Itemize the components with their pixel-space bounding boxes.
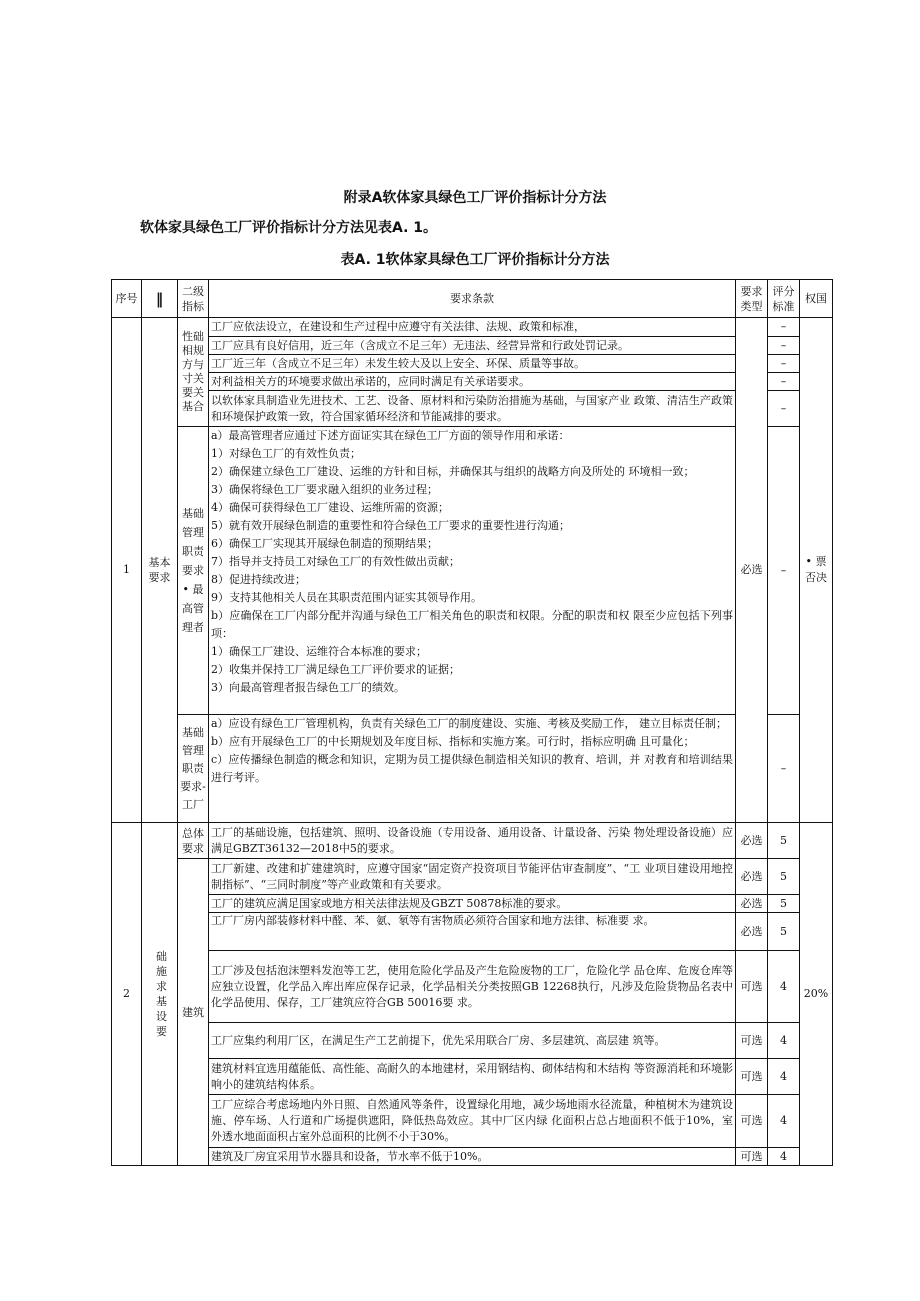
table-row (112, 337, 833, 355)
row2-building-score: 4 (768, 1059, 800, 1095)
requirement-line: 4）确保可获得绿色工厂建设、运维所需的资源； (211, 501, 449, 514)
requirement-line: 2）确保建立绿色工厂建设、运维的方针和目标，并确保其与组织的战略方向及所处的 环境相一致； (211, 465, 695, 478)
table-row (112, 823, 833, 859)
header-type: 要求类型 (736, 280, 768, 318)
header-seq: 序号 (112, 280, 142, 318)
row1-g1-item: 对利益相关方的环境要求做出承诺的，应同时满足有关承诺要求。 (209, 373, 736, 391)
table-row (112, 1023, 833, 1059)
row2-building-text: 工厂应集约利用厂区，在满足生产工艺前提下，优先采用联合厂房、多层建筑、高层建 筑等。 (209, 1023, 736, 1059)
row1-g1-item: 工厂近三年（含成立不足三年）未发生较大及以上安全、环保、质量等事故。 (209, 355, 736, 373)
row2-building-score: 5 (768, 895, 800, 913)
scoring-table (111, 279, 833, 1166)
row2-building-text: 建筑及厂房宜采用节水器具和设备，节水率不低于10%。 (209, 1148, 736, 1166)
row1-g1-score: – (768, 337, 800, 355)
row2-weight: 20% (800, 823, 833, 1166)
table-row (112, 895, 833, 913)
header-standard: 评分标准 (768, 280, 800, 318)
row1-g3-label: 基础管理职责要求-工厂 (178, 715, 209, 823)
row2-building-type: 可选 (736, 1059, 768, 1095)
row2-building-score: 5 (768, 859, 800, 895)
row1-g1-score: – (768, 373, 800, 391)
row2-building-score: 5 (768, 913, 800, 951)
row1-g2-text (209, 427, 736, 715)
row2-building-score: 4 (768, 1148, 800, 1166)
header-weight: 权国 (800, 280, 833, 318)
requirement-line: 9）支持其他相关人员在其职责范围内证实其领导作用。 (211, 591, 482, 604)
table-row (112, 1095, 833, 1148)
table-row (112, 859, 833, 895)
table-row (112, 373, 833, 391)
requirement-line: 1）确保工厂建设、运维符合本标准的要求； (211, 645, 427, 658)
table-row (112, 913, 833, 951)
requirement-line: a）最高管理者应通过下述方面证实其在绿色工厂方面的领导作用和承诺： (211, 429, 570, 442)
requirement-line: b）应确保在工厂内部分配并沟通与绿色工厂相关角色的职责和权限。分配的职责和权 限至少应包括下列事项： (211, 609, 733, 640)
row2-general-label: 总体要求 (178, 823, 209, 859)
row2-building-type: 可选 (736, 1023, 768, 1059)
table-row (112, 427, 833, 715)
requirement-line: 2）收集并保持工厂满足绿色工厂评价要求的证据； (211, 663, 460, 676)
row2-building-score: 4 (768, 1023, 800, 1059)
row2-building-type: 必选 (736, 859, 768, 895)
row2-building-type: 可选 (736, 1148, 768, 1166)
row1-g1-item: 工厂应依法设立，在建设和生产过程中应遵守有关法律、法规、政策和标准， (209, 318, 736, 337)
row1-g1-label: 性础相规方与寸关要关基合 (178, 318, 209, 427)
row2-building-type: 可选 (736, 1095, 768, 1148)
row2-building-type: 可选 (736, 951, 768, 1023)
row1-weight: • 票否决 (800, 318, 833, 823)
header-level1: ‖ (142, 280, 178, 318)
table-row (112, 1059, 833, 1095)
row2-building-label: 建筑 (178, 859, 209, 1166)
row2-building-type: 必选 (736, 913, 768, 951)
row1-g1-item: 工厂应具有良好信用，近三年（含成立不足三年）无违法、经营异常和行政处罚记录。 (209, 337, 736, 355)
row2-building-text: 工厂的建筑应满足国家或地方相关法律法规及GBZT 50878标准的要求。 (209, 895, 736, 913)
row2-general-type: 必选 (736, 823, 768, 859)
table-caption: 表A. 1软体家具绿色工厂评价指标计分方法 (340, 252, 610, 268)
row2-building-text: 建筑材料宜选用蕴能低、高性能、高耐久的本地建材，采用钢结构、砌体结构和木结构 等资源消耗和环境影响小的建筑结构体系。 (209, 1059, 736, 1095)
row1-g2-score: – (768, 427, 800, 715)
row2-general-score: 5 (768, 823, 800, 859)
row1-g3-score: – (768, 715, 800, 823)
requirement-line: 5）就有效开展绿色制造的重要性和符合绿色工厂要求的重要性进行沟通； (211, 519, 570, 532)
requirement-line: 3）向最高管理者报告绿色工厂的绩效。 (211, 681, 405, 694)
table-row (112, 391, 833, 427)
row1-g2-label: 基础管理职责要求 • 最高管理者 (178, 427, 209, 715)
table-row (112, 355, 833, 373)
row2-level1: 础施求 基设要 (142, 823, 178, 1166)
requirement-line: c）应传播绿色制造的概念和知识，定期为员工提供绿色制造相关知识的教育、培训，并 对教育和培训结果进行考评。 (211, 753, 733, 784)
header-level2: 二级指标 (178, 280, 209, 318)
requirement-line: 8）促进持续改进； (211, 573, 306, 586)
row2-building-text: 工厂新建、改建和扩建建筑时，应遵守国家“固定资产投资项目节能评估审查制度”、“工 业项目建设用地控制指标”、“三同时制度”等产业政策和有关要求。 (209, 859, 736, 895)
row2-building-score: 4 (768, 1095, 800, 1148)
row1-g1-score: – (768, 355, 800, 373)
row1-type: 必选 (736, 318, 768, 823)
table-row (112, 951, 833, 1023)
row1-g1-item: 以软体家具制造业先进技术、工艺、设备、原材料和污染防治措施为基础，与国家产业 政策、清洁生产政策和环境保护政策一致，符合国家循环经济和节能减排的要求。 (209, 391, 736, 427)
table-row (112, 715, 833, 823)
row2-building-text: 工厂厂房内部装修材料中醛、苯、氨、氡等有害物质必须符合国家和地方法律、标准要 求。 (209, 913, 736, 951)
row2-building-text: 工厂应综合考虑场地内外日照、自然通风等条件，设置绿化用地，减少场地雨水径流量，种植树木为建筑设施、停车场、人行道和广场提供遮阳，降低热岛效应。其中厂区内绿 化面积占总占地面积不低于10%，室外透水地面面积占室外总面积的比例不小于30%。 (209, 1095, 736, 1148)
row2-building-text: 工厂涉及包括泡沫塑料发泡等工艺，使用危险化学品及产生危险废物的工厂，危险化学 品仓库、危废仓库等应独立设置，化学品入库出库应保存记录，化学品相关分类按照GB 12268执行，凡涉及危险货物品名表中化学品使用、保存，工厂建筑应符合GB 50016要 求。 (209, 951, 736, 1023)
requirement-line: 6）确保工厂实现其开展绿色制造的预期结果； (211, 537, 438, 550)
intro-sentence: 软体家具绿色工厂评价指标计分方法见表A. 1。 (140, 220, 438, 236)
row2-building-score: 4 (768, 951, 800, 1023)
requirement-line: 3）确保将绿色工厂要求融入组织的业务过程； (211, 483, 438, 496)
requirement-line: 7）指导并支持员工对绿色工厂的有效性做出贡献； (211, 555, 460, 568)
requirement-line: a）应设有绿色工厂管理机构，负责有关绿色工厂的制度建设、实施、考核及奖励工作， 建立目标责任制； (211, 717, 728, 730)
row1-g1-score: – (768, 318, 800, 337)
row1-g3-text (209, 715, 736, 823)
row1-level1: 基本要求 (142, 318, 178, 823)
row2-seq: 2 (112, 823, 142, 1166)
row2-building-type: 必选 (736, 895, 768, 913)
row1-g1-score: – (768, 391, 800, 427)
header-requirement: 要求条款 (209, 280, 736, 318)
row2-general-text: 工厂的基础设施，包括建筑、照明、设备设施（专用设备、通用设备、计量设备、污染 物处理设备设施）应满足GBZT36132—2018中5的要求。 (209, 823, 736, 859)
requirement-line: b）应有开展绿色工厂的中长期规划及年度目标、指标和实施方案。可行时，指标应明确 且可量化； (211, 735, 695, 748)
appendix-title: 附录A软体家具绿色工厂评价指标计分方法 (343, 190, 607, 206)
table-header-row (112, 280, 833, 318)
requirement-line: 1）对绿色工厂的有效性负责； (211, 447, 361, 460)
table-row (112, 318, 833, 337)
row1-seq: 1 (112, 318, 142, 823)
table-row (112, 1148, 833, 1166)
